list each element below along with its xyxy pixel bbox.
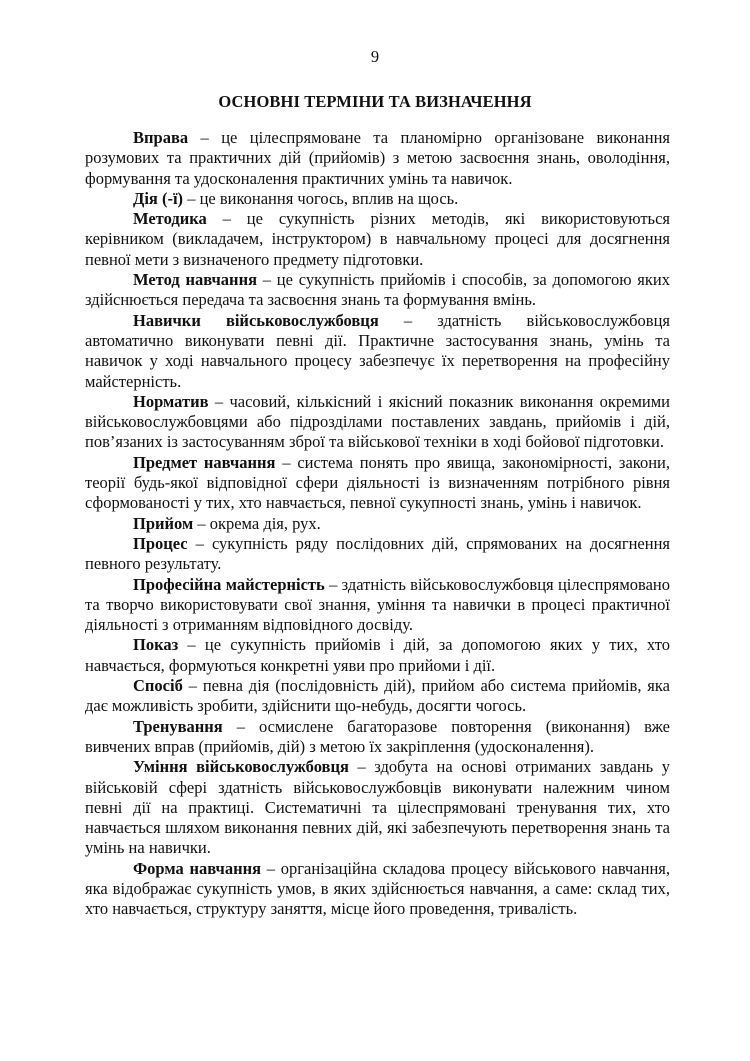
definition-entry xyxy=(85,635,670,676)
definition-term: Процес xyxy=(133,533,188,553)
definition-entry xyxy=(85,453,670,514)
definition-term: Прийом xyxy=(133,513,194,533)
definition-term: Предмет навчання xyxy=(133,452,276,472)
definition-text: – окрема дія, рух. xyxy=(193,513,321,533)
definition-entry xyxy=(85,311,670,392)
definition-entry xyxy=(85,128,670,189)
definition-text: – часовий, кількісний і якісний показник виконання окремими військовослужбовцями або підрозділами поставлених завдань, прийомів і дій, пов’язаних із застосуванням зброї та військової техніки в ході бойової підготовки. xyxy=(85,391,670,452)
definition-term: Навички військовослужбовця xyxy=(133,310,379,330)
definition-entry xyxy=(85,575,670,636)
definition-text: – це цілеспрямоване та планомірно організоване виконання розумових та практичних дій (прийомів) з метою засвоєння знань, оволодіння, формування та удосконалення практичних умінь та навичок. xyxy=(85,128,670,188)
definition-text: – це виконання чогось, вплив на щось. xyxy=(183,188,459,208)
definitions-list xyxy=(85,128,670,920)
page-title: ОСНОВНІ ТЕРМІНИ ТА ВИЗНАЧЕННЯ xyxy=(218,92,532,111)
definition-term: Форма навчання xyxy=(133,858,262,878)
definition-term: Дія (-ї) xyxy=(133,188,184,208)
definition-entry xyxy=(85,209,670,270)
definition-term: Професійна майстерність xyxy=(133,574,325,594)
definition-text: – здобута на основі отриманих завдань у військовій сфері здатність військовослужбовців виконувати належним чином певні дії на практиці. Систематичні та цілеспрямовані тренування тих, хто навчається шляхом виконання певних дій, які забезпечують перетворення знань та умінь на навички. xyxy=(85,757,671,858)
definition-term: Уміння військовослужбовця xyxy=(133,757,349,777)
definition-entry xyxy=(85,717,670,758)
definition-entry xyxy=(85,534,670,575)
definition-term: Метод навчання xyxy=(133,270,257,290)
definition-entry xyxy=(85,757,670,858)
definition-term: Вправа xyxy=(133,128,189,147)
definition-entry xyxy=(85,392,670,453)
definition-term: Норматив xyxy=(133,391,209,411)
definition-text: – певна дія (послідовність дій), прийом або система прийомів, яка дає можливість зробити, здійснити що-небудь, досягти чогось. xyxy=(85,676,670,716)
definition-text: – організаційна складова процесу військового навчання, яка відображає сукупність умов, в яких здійснюється навчання, а саме: склад тих, хто навчається, структуру заняття, місце його проведення, тривалість. xyxy=(85,858,671,919)
definition-term: Показ xyxy=(133,635,179,655)
definition-text: – здатність військовослужбовця цілеспрямовано та творчо використовувати свої знання, уміння та навички в процесі практичної діяльності з отриманням відповідного досвіду. xyxy=(85,574,671,635)
definition-term: Тренування xyxy=(133,716,223,736)
definition-term: Методика xyxy=(133,209,207,229)
definition-entry xyxy=(85,859,670,920)
page-number: 9 xyxy=(370,47,380,66)
definition-entry xyxy=(85,676,670,717)
definition-text: – осмислене багаторазове повторення (виконання) вже вивчених вправ (прийомів, дій) з метою їх закріплення (удосконалення). xyxy=(85,716,670,756)
definition-text: – сукупність ряду послідовних дій, спрямованих на досягнення певного результату. xyxy=(85,533,670,574)
definition-term: Спосіб xyxy=(133,676,183,696)
definition-entry xyxy=(85,514,670,534)
definition-text: – це сукупність прийомів і дій, за допомогою яких у тих, хто навчається, формуються конкретні уяви про прийоми і дії. xyxy=(85,635,670,675)
definition-text: – це сукупність прийомів і способів, за допомогою яких здійснюється передача та засвоєння знань та формування вмінь. xyxy=(85,270,670,310)
definition-entry xyxy=(85,189,670,209)
definition-text: – здатність військовослужбовця автоматично виконувати певні дії. Практичне застосування знань, умінь та навичок у ході навчального процесу забезпечує їх перетворення на професійну майстерність. xyxy=(85,310,670,391)
definition-text: – система понять про явища, закономірності, закони, теорії будь-якої відповідної сфери діяльності із визначенням потрібного рівня сформованості у тих, хто навчається, певної сукупності знань, умінь і навичок. xyxy=(85,452,670,513)
definition-text: – це сукупність різних методів, які використовуються керівником (викладачем, інструктором) в навчальному процесі для досягнення певної мети з визначеного предмету підготовки. xyxy=(85,209,670,269)
definition-entry xyxy=(85,270,670,311)
